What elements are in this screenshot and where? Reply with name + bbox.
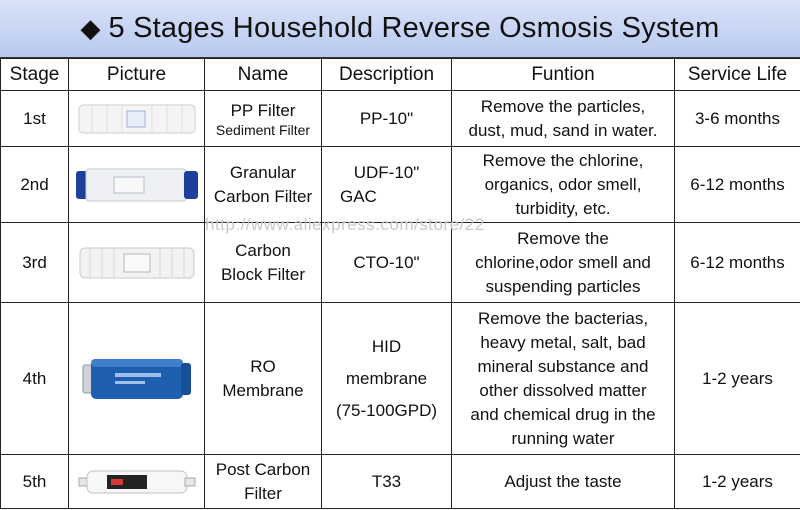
description-cell xyxy=(322,303,452,455)
function-line: turbidity, etc. xyxy=(515,198,611,218)
function-cell xyxy=(452,303,675,455)
name-line: Membrane xyxy=(222,380,304,400)
stage-cell: 5th xyxy=(1,455,69,509)
header-stage: Stage xyxy=(1,59,69,91)
description-line: UDF-10" xyxy=(353,162,420,182)
post-carbon-inline-filter-icon xyxy=(77,465,197,499)
stage-cell: 1st xyxy=(1,91,69,147)
granular-carbon-cartridge-icon xyxy=(74,163,200,207)
name-line: Granular xyxy=(229,162,297,182)
diamond-bullet-icon: ◆ xyxy=(80,13,101,43)
service-life-cell: 3-6 months xyxy=(675,91,800,147)
name-line: Filter xyxy=(244,483,282,503)
picture-cell xyxy=(69,455,205,509)
function-cell xyxy=(452,223,675,303)
function-line: running water xyxy=(511,428,615,448)
description-line: PP-10" xyxy=(359,108,414,128)
name-subtitle: Sediment Filter xyxy=(215,122,311,138)
table-row xyxy=(1,455,800,509)
description-cell xyxy=(322,455,452,509)
description-cell xyxy=(322,147,452,223)
header-name: Name xyxy=(205,59,322,91)
header-picture: Picture xyxy=(69,59,205,91)
pp-filter-cartridge-icon xyxy=(77,99,197,139)
description-line: HID xyxy=(371,336,402,356)
title-bar xyxy=(0,0,800,58)
function-line: Remove the chlorine, xyxy=(482,150,644,170)
description-cell xyxy=(322,91,452,147)
table-row xyxy=(1,147,800,223)
picture-cell xyxy=(69,303,205,455)
carbon-block-cartridge-icon xyxy=(78,240,196,286)
function-line: mineral substance and xyxy=(477,356,649,376)
description-line: (75-100GPD) xyxy=(335,400,438,420)
function-line: organics, odor smell, xyxy=(484,174,642,194)
function-line: Remove the bacterias, xyxy=(477,308,649,328)
function-cell xyxy=(452,91,675,147)
function-line: and chemical drug in the xyxy=(470,404,656,424)
stages-table xyxy=(0,58,800,509)
description-line: T33 xyxy=(371,471,402,491)
service-life-cell: 1-2 years xyxy=(675,455,800,509)
function-line: Remove the particles, xyxy=(480,96,646,116)
stage-cell: 4th xyxy=(1,303,69,455)
name-line: Carbon xyxy=(235,240,291,260)
description-cell xyxy=(322,223,452,303)
name-cell xyxy=(205,455,322,509)
name-line: Block Filter xyxy=(220,264,306,284)
function-line: other dissolved matter xyxy=(479,380,647,400)
service-life-cell: 1-2 years xyxy=(675,303,800,455)
description-line: CTO-10" xyxy=(353,252,420,272)
header-function: Funtion xyxy=(452,59,675,91)
picture-cell xyxy=(69,223,205,303)
header-description: Description xyxy=(322,59,452,91)
name-line: PP Filter xyxy=(230,101,296,120)
page-title: 5 Stages Household Reverse Osmosis System xyxy=(108,12,720,44)
table-row xyxy=(1,223,800,303)
table-row xyxy=(1,91,800,147)
function-line: heavy metal, salt, bad xyxy=(480,332,646,352)
name-cell xyxy=(205,303,322,455)
function-line: chlorine,odor smell and xyxy=(475,252,651,272)
service-life-cell: 6-12 months xyxy=(675,147,800,223)
function-cell xyxy=(452,147,675,223)
name-line: Post Carbon xyxy=(215,459,311,479)
function-line: Remove the xyxy=(517,228,609,248)
name-cell xyxy=(205,147,322,223)
table-header-row xyxy=(1,59,800,91)
watermark-text: http://www.aliexpress.com/store/22 xyxy=(205,215,485,234)
name-cell xyxy=(205,91,322,147)
service-life-cell: 6-12 months xyxy=(675,223,800,303)
function-cell xyxy=(452,455,675,509)
description-line: GAC xyxy=(340,186,377,206)
name-cell xyxy=(205,223,322,303)
description-line: membrane xyxy=(345,368,428,388)
stage-cell: 3rd xyxy=(1,223,69,303)
table-row xyxy=(1,303,800,455)
picture-cell xyxy=(69,91,205,147)
function-line: Adjust the taste xyxy=(504,471,622,491)
header-service-life: Service Life xyxy=(675,59,800,91)
name-line: Carbon Filter xyxy=(213,186,313,206)
stage-cell: 2nd xyxy=(1,147,69,223)
ro-membrane-icon xyxy=(81,353,193,405)
function-line: suspending particles xyxy=(485,276,641,296)
function-line: dust, mud, sand in water. xyxy=(468,120,658,140)
picture-cell xyxy=(69,147,205,223)
name-line: RO xyxy=(250,356,276,376)
